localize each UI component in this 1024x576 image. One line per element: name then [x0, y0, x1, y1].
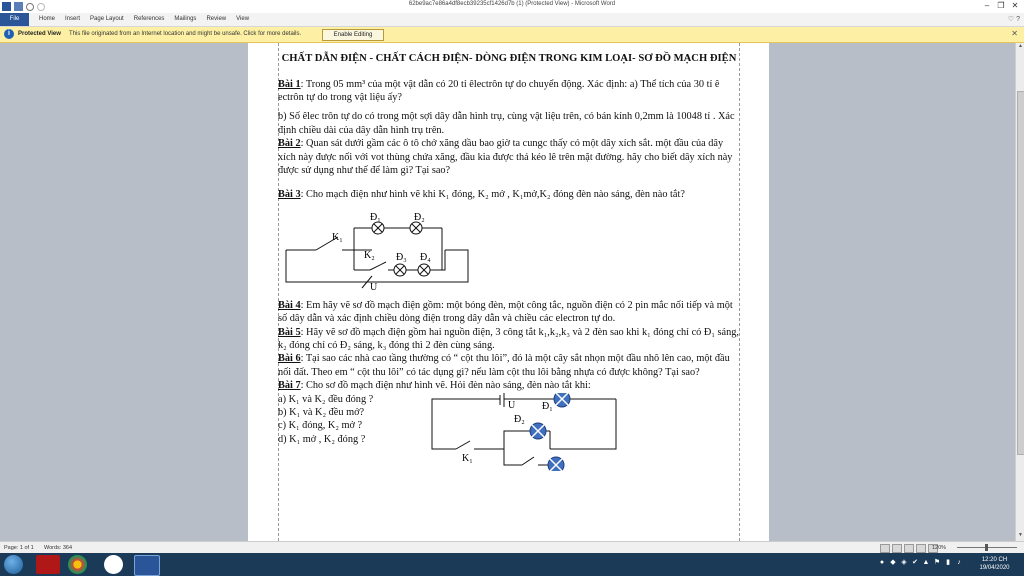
paragraph-bai-2	[278, 137, 740, 177]
bai-7-option-c: c) K₁ đóng, K₂ mở ?	[278, 420, 363, 432]
label-d1: Đ₁	[370, 211, 381, 223]
tab-file[interactable]: File	[0, 13, 29, 26]
flag-icon[interactable]: ⚑	[933, 559, 941, 566]
maximize-button[interactable]: ❐	[997, 1, 1005, 10]
bai-2-text: : Quan sát dưới gầm các ô tô chở xăng dầu bao giờ ta cungc thấy có một dây xích sắt. một đầu của dây xích này được nối với vot thùng chứa xăng, đầu kia được thả kéo lê trên mặt đường. hãy cho biết dây xích này được sử dụng như thế để làm gì? Tại sao?	[278, 138, 733, 176]
tab-references[interactable]: References	[133, 16, 165, 22]
scroll-up-arrow-icon[interactable]: ▲	[1018, 43, 1023, 49]
lamp-d3	[394, 264, 406, 276]
bai-5-label: Bài 5	[278, 326, 301, 338]
window-controls	[980, 0, 1022, 11]
zoom-level[interactable]: 120%	[932, 545, 947, 551]
lamp-filled-d3	[548, 457, 564, 471]
system-tray	[878, 558, 963, 568]
lamp-filled-d2	[530, 423, 546, 439]
scroll-down-arrow-icon[interactable]: ▼	[1018, 532, 1023, 538]
circuit-diagram-1	[282, 210, 482, 292]
window-title: 62be9ac7e86a4df8ecb39235cf1426d7b (1) (Protected View) - Microsoft Word	[408, 1, 616, 7]
protected-view-bar	[0, 27, 1024, 43]
label-d2: Đ₂	[414, 211, 425, 223]
page-title: CHẤT DẪN ĐIỆN - CHẤT CÁCH ĐIỆN- DÒNG ĐIỆN TRONG KIM LOẠI- SƠ ĐỒ MẠCH ĐIỆN	[281, 53, 737, 64]
lamp-filled-d1	[554, 393, 570, 407]
bai-4-text: : Em hãy vẽ sơ đồ mạch điện gồm: một bóng đèn, một công tắc, nguồn điện có 2 pin mắc nối tiếp và một số dây dẫn và xác định chiều dòng điện trong dây dẫn và chiều các electron tự do.	[278, 299, 733, 325]
tray-icon-4[interactable]: ✔	[912, 559, 918, 566]
enable-editing-button[interactable]: Enable Editing	[322, 29, 384, 41]
scrollbar-thumb[interactable]	[1017, 91, 1024, 455]
paragraph-bai-6	[278, 352, 740, 379]
vertical-scrollbar[interactable]	[1015, 43, 1024, 541]
paragraph-bai-1b: b) Số êlec trôn tự do có trong một sợi dây dẫn hình trụ, cùng vật liệu trên, có bán kính 0,2mm là 10048 tỉ . Xác định chiều dài của dây dẫn hình trụ trên.	[278, 111, 735, 136]
label-d2-2: Đ₂	[514, 413, 525, 425]
zoom-slider-handle[interactable]	[985, 544, 988, 551]
bai-6-text: : Tại sao các nhà cao tầng thường có “ cột thu lôi”, đó là một cây sắt nhọn một đầu nhô lên cao, một đầu nối đất. Theo em “ cột thu lôi” có tác dụng gì? nếu làm cột thu lôi bằng nhựa có được không? Tại sao?	[278, 353, 730, 378]
web-layout-icon[interactable]	[904, 544, 914, 553]
volume-icon[interactable]: ♪	[957, 559, 961, 566]
bai-7-label: Bài 7	[278, 380, 301, 392]
taskbar-app-icon[interactable]	[36, 555, 60, 574]
protected-view-message[interactable]: This file originated from an Internet location and might be unsafe. Click for more details.	[69, 31, 302, 37]
full-screen-icon[interactable]	[892, 544, 902, 553]
lamp-d2	[410, 222, 422, 234]
tray-icon-1[interactable]: ●	[879, 559, 885, 566]
chrome-icon[interactable]	[68, 555, 87, 574]
document-body[interactable]	[278, 43, 740, 473]
label-k1: K₁	[332, 231, 343, 243]
info-icon: i	[4, 29, 14, 39]
taskbar	[0, 553, 1024, 576]
clock-time: 12:20 CH	[981, 557, 1008, 563]
tab-home[interactable]: Home	[39, 16, 56, 22]
tab-review[interactable]: Review	[206, 16, 227, 22]
page-count[interactable]: Page: 1 of 1	[4, 545, 34, 551]
zalo-icon[interactable]	[104, 555, 123, 574]
tab-mailings[interactable]: Mailings	[174, 16, 197, 22]
word-count[interactable]: Words: 364	[44, 545, 73, 551]
bai-7-option-b: b) K₁ và K₂ đều mở?	[278, 407, 365, 418]
title-bar	[0, 0, 1024, 13]
bai-4-label: Bài 4	[278, 299, 301, 311]
tab-insert[interactable]: Insert	[65, 16, 81, 22]
close-button[interactable]: ✕	[1011, 1, 1019, 10]
minimize-button[interactable]: –	[984, 1, 990, 10]
tray-icon-5[interactable]: ▲	[922, 559, 930, 566]
protected-view-label: Protected View	[18, 31, 61, 37]
bai-7-block	[278, 393, 740, 473]
label-d4: Đ₄	[420, 251, 431, 263]
bai-3-text: : Cho mạch điện như hình vẽ khi K₁ đóng, K₂ mở , K₁mở,K₂ đóng đèn nào sáng, đèn nào tắt?	[300, 189, 685, 201]
paragraph-bai-1	[278, 78, 740, 105]
close-bar-icon[interactable]: ✕	[1011, 29, 1018, 38]
paragraph-bai-5	[278, 326, 740, 353]
bai-7-text: : Cho sơ đồ mạch điện như hình vẽ. Hỏi đèn nào sáng, đèn nào tắt khi:	[300, 380, 591, 392]
ribbon-tab-bar	[0, 13, 1024, 27]
label-u: U	[370, 281, 378, 292]
zoom-slider[interactable]	[957, 547, 1017, 548]
view-buttons	[880, 544, 938, 553]
paragraph-bai-3	[278, 188, 740, 201]
clock-date: 19/04/2020	[979, 565, 1010, 571]
help-icon[interactable]: ♡ ?	[1007, 16, 1020, 23]
print-layout-icon[interactable]	[880, 544, 890, 553]
tab-page-layout[interactable]: Page Layout	[90, 16, 124, 22]
signal-icon[interactable]: ▮	[946, 559, 950, 566]
bai-2-label: Bài 2	[278, 138, 301, 150]
label-d1-2: Đ₁	[542, 400, 553, 412]
word-taskbar-icon[interactable]	[134, 555, 160, 576]
paragraph-bai-4	[278, 299, 740, 326]
tray-icon-3[interactable]: ◈	[901, 559, 907, 566]
tray-icon-2[interactable]: ◆	[890, 559, 896, 566]
bai-7-option-a: a) K₁ và K₂ đều đóng ?	[278, 393, 374, 405]
lamp-d1	[372, 222, 384, 234]
bai-3-label: Bài 3	[278, 189, 301, 201]
outline-icon[interactable]	[916, 544, 926, 553]
lamp-d4	[418, 264, 430, 276]
bai-1-text: : Trong 05 mm³ của một vật dẫn có 20 tỉ êlectrôn tự do chuyển động. Xác định: a) Thể tích của 30 tỉ ê ectrôn tự do trong vật liệu ấy?	[278, 78, 720, 103]
label-k2: K₂	[364, 249, 375, 261]
paragraph-bai-7	[278, 379, 740, 392]
bai-5-text: : Hãy vẽ sơ đồ mạch điện gồm hai nguồn điện, 3 công tắt k₁,k₂,k₃ và 2 đèn sao khi k₁ đóng chỉ có Đ₁ sáng, k₂ đóng chỉ có Đ₂ sáng, k₃ đóng thì 2 đèn cùng sáng.	[278, 326, 739, 351]
circuit-diagram-2	[430, 393, 630, 471]
bai-6-label: Bài 6	[278, 353, 301, 365]
document-workspace	[0, 43, 1015, 541]
taskbar-clock[interactable]	[972, 556, 1017, 572]
tab-view[interactable]: View	[236, 16, 250, 22]
label-k1-2: K₁	[462, 452, 473, 464]
start-button-icon[interactable]	[4, 555, 23, 574]
bai-7-option-d: d) K₁ mở , K₂ đóng ?	[278, 433, 366, 445]
label-u-2: U	[508, 399, 516, 411]
bai-1-label: Bài 1	[278, 78, 301, 90]
label-d3: Đ₃	[396, 251, 407, 263]
